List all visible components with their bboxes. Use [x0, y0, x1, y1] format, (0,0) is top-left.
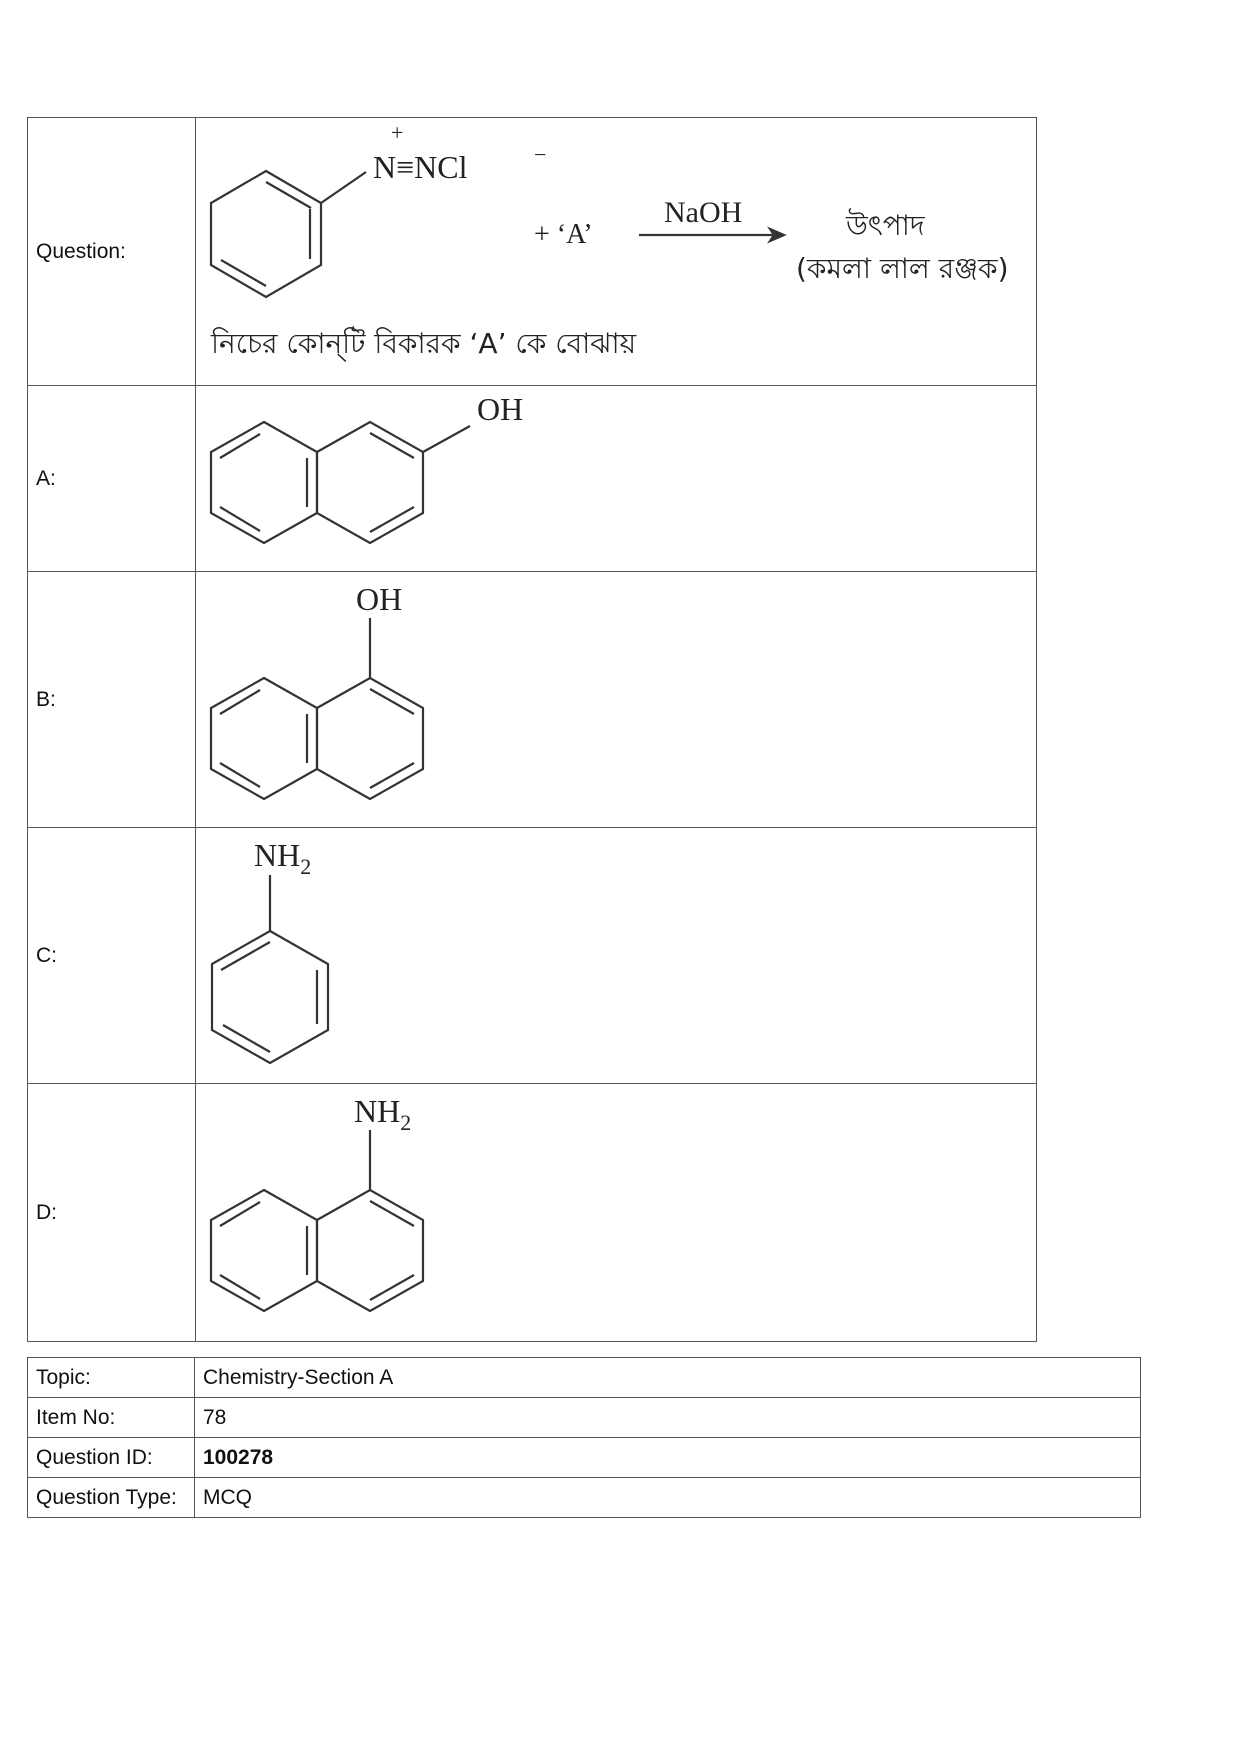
option-b[interactable] — [196, 572, 1037, 828]
question-content — [196, 118, 1037, 386]
option-c-structure — [196, 828, 596, 1078]
option-d[interactable] — [196, 1084, 1037, 1342]
table-row — [28, 1438, 1141, 1478]
question-id-key: Question ID: — [28, 1438, 195, 1478]
question-label: Question: — [28, 118, 196, 386]
plus-reagent-a: + ‘A’ — [534, 219, 593, 250]
option-b-structure — [196, 572, 596, 822]
table-row — [28, 1478, 1141, 1518]
table-row — [28, 1398, 1141, 1438]
option-d-structure — [196, 1084, 596, 1336]
question-type-key: Question Type: — [28, 1478, 195, 1518]
reaction-condition: NaOH — [664, 196, 743, 229]
option-a-label: A: — [28, 386, 196, 572]
product-label: উৎপাদ — [846, 209, 925, 242]
hydroxyl-group: OH — [477, 391, 524, 427]
item-no-value: 78 — [195, 1398, 1141, 1438]
hydroxyl-group: OH — [356, 581, 403, 617]
question-id-value: 100278 — [195, 1438, 1141, 1478]
option-d-label: D: — [28, 1084, 196, 1342]
amino-group: $NH_2$ — [354, 1093, 412, 1135]
diazonium-formula: N≡NCl — [373, 149, 468, 185]
meta-table — [27, 1357, 1141, 1518]
question-type-value: MCQ — [195, 1478, 1141, 1518]
option-a-structure — [196, 386, 596, 566]
benzene-ring — [211, 171, 321, 297]
amino-group: $NH_2$ — [254, 837, 312, 879]
product-description: (কমলা লাল রঞ্জক) — [796, 252, 1009, 285]
option-b-label: B: — [28, 572, 196, 828]
table-row — [28, 1358, 1141, 1398]
item-no-key: Item No: — [28, 1398, 195, 1438]
question-table — [27, 117, 1037, 1342]
topic-key: Topic: — [28, 1358, 195, 1398]
option-c-label: C: — [28, 828, 196, 1084]
question-text: নিচের কোন্‌টি বিকারক ‘A’ কে বোঝায় — [211, 327, 637, 360]
reaction-scheme — [196, 118, 1036, 380]
charge-minus: − — [534, 142, 547, 167]
option-a[interactable] — [196, 386, 1037, 572]
option-c[interactable] — [196, 828, 1037, 1084]
charge-plus: + — [391, 120, 404, 145]
topic-value: Chemistry-Section A — [195, 1358, 1141, 1398]
